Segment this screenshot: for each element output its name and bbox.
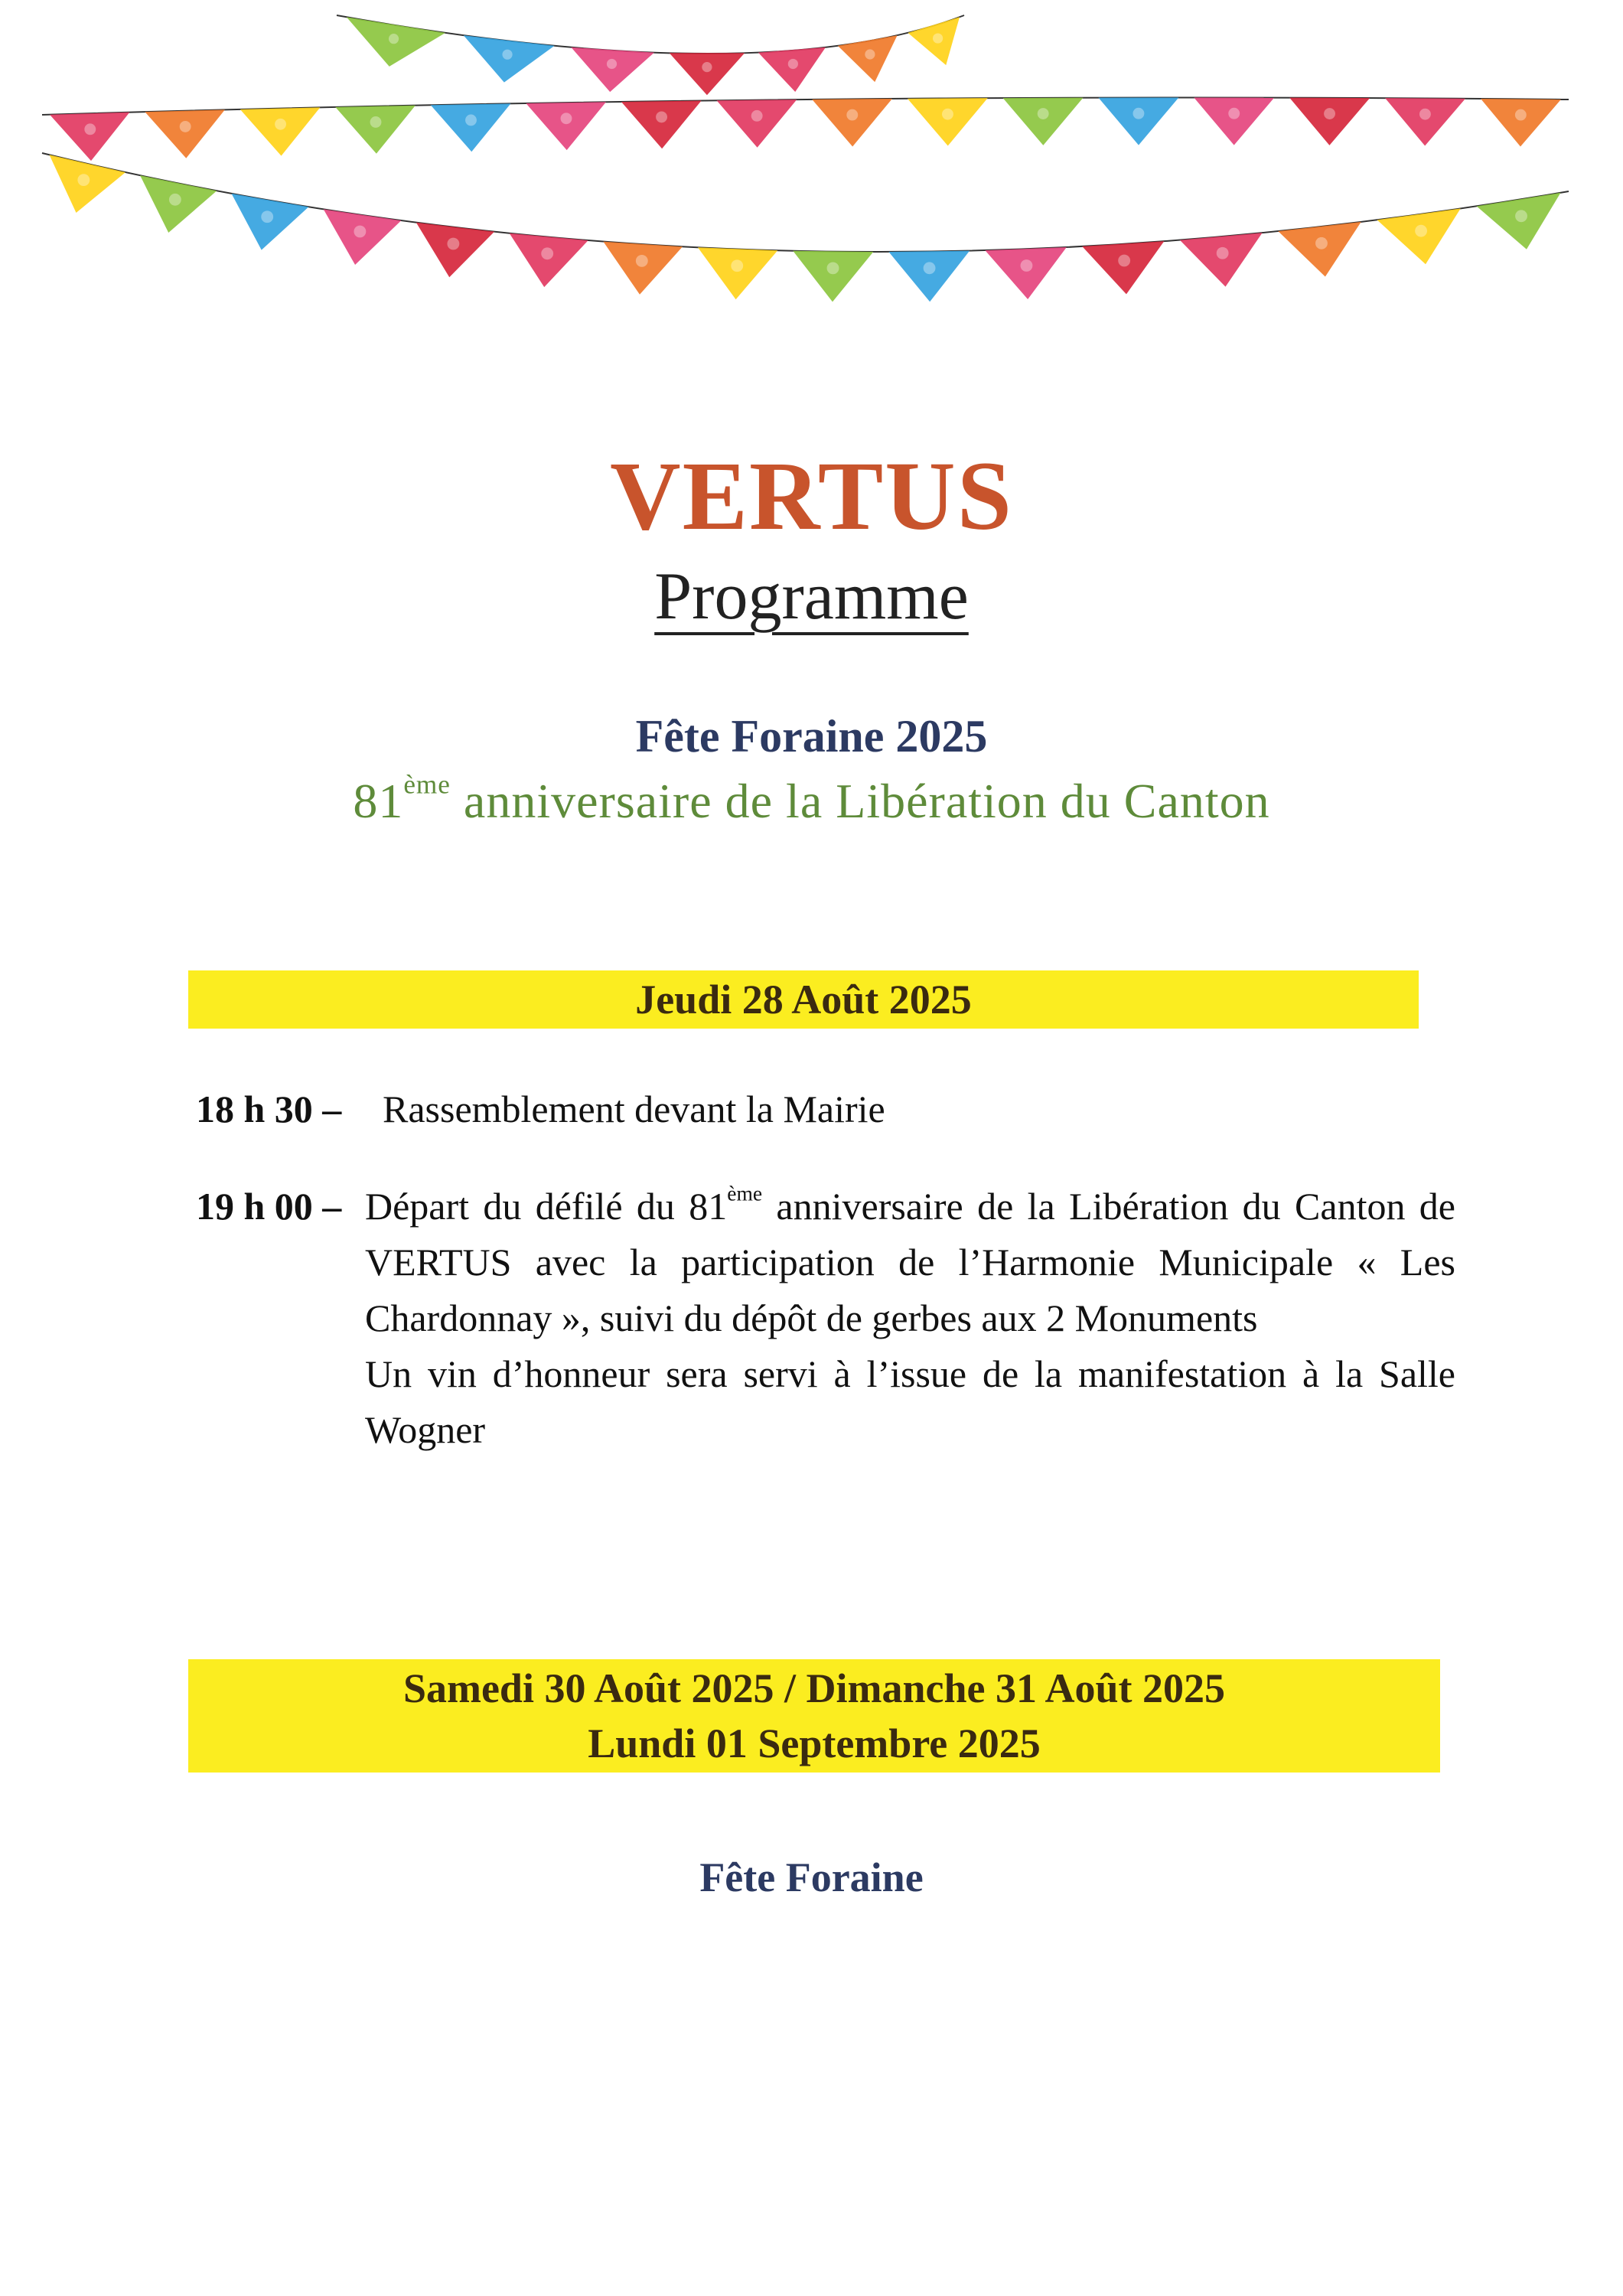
bunting-flag-dot xyxy=(354,226,366,238)
page-title: VERTUS xyxy=(610,442,1013,550)
bunting-flag xyxy=(145,109,225,158)
bunting-flag xyxy=(698,247,777,299)
schedule-time: 18 h 30 – xyxy=(196,1088,342,1130)
bunting-flag-dot xyxy=(607,59,617,69)
bunting-flag-dot xyxy=(865,49,875,59)
bunting-flag-dot xyxy=(1515,109,1527,121)
programme-subtitle-text: Programme xyxy=(654,559,969,634)
bunting-flag xyxy=(335,106,416,154)
bunting-flag-dot xyxy=(502,50,512,60)
day-heading-thursday: Jeudi 28 Août 2025 xyxy=(188,970,1419,1029)
bunting-flag-dot xyxy=(751,110,763,122)
day-heading-weekend xyxy=(188,1659,1440,1773)
bunting-flag xyxy=(1278,222,1361,277)
bunting-flag xyxy=(1003,98,1084,145)
bunting-flag-dot xyxy=(541,247,553,259)
bunting-flag-dot xyxy=(1133,108,1144,119)
bunting-flag-dot xyxy=(180,121,191,132)
bunting-flag-dot xyxy=(656,111,667,122)
bunting-flag xyxy=(571,47,654,92)
bunting-flag xyxy=(621,101,702,149)
bunting-flag-dot xyxy=(1415,225,1427,237)
bunting-flag-dot xyxy=(275,119,286,130)
bunting-flag xyxy=(888,251,970,302)
bunting-flag xyxy=(526,102,606,150)
anniversary-ordinal: ème xyxy=(403,769,451,800)
bunting-flag-dot xyxy=(1228,108,1240,119)
bunting-flag xyxy=(1098,98,1178,145)
bunting-flag-dot xyxy=(370,116,382,128)
activity-label: Fête Foraine xyxy=(699,1854,924,1900)
schedule-text xyxy=(365,1179,1455,1458)
bunting-flag-dot xyxy=(1419,109,1431,120)
bunting-flag-dot xyxy=(77,174,90,186)
anniversary-line xyxy=(0,769,1623,830)
programme-subtitle xyxy=(0,559,1623,635)
bunting-flag xyxy=(240,107,321,155)
bunting-flag xyxy=(50,113,129,161)
bunting-flag xyxy=(793,251,873,302)
bunting-flag-dot xyxy=(636,255,648,267)
schedule-paragraph xyxy=(365,1179,1455,1346)
bunting-flag-dot xyxy=(1515,210,1527,222)
schedule-time: 19 h 00 – xyxy=(196,1185,342,1228)
bunting-flag xyxy=(603,242,683,295)
bunting-flag xyxy=(510,233,588,287)
event-name: Fête Foraine 2025 xyxy=(635,711,988,762)
bunting-flag-dot xyxy=(465,115,477,126)
schedule-paragraph: Un vin d’honneur sera servi à l’issue de la manifestation à la Salle Wogner xyxy=(365,1352,1455,1451)
bunting-flag-dot xyxy=(702,62,712,72)
bunting-flag-dot xyxy=(942,109,953,120)
bunting-flag-dot xyxy=(389,34,399,44)
bunting-flag-dot xyxy=(788,59,798,69)
bunting-flag-dot xyxy=(1021,259,1033,272)
schedule-text-part: anniversaire de la Libération du Canton de VERTUS avec la participation de l’Harmonie Municipale « Les Chardonnay », suivi du dépôt de gerbes aux 2 Monuments xyxy=(365,1185,1455,1339)
bunting-flag-dot xyxy=(1217,247,1229,259)
anniversary-number: 81 xyxy=(353,774,404,828)
bunting-flag xyxy=(1082,241,1164,294)
bunting-flag xyxy=(812,99,892,146)
bunting-flag-dot xyxy=(1118,255,1130,267)
bunting-flag-dot xyxy=(261,210,273,223)
bunting-flag xyxy=(416,223,494,278)
bunting-flag xyxy=(985,247,1066,299)
bunting-flag-dot xyxy=(169,194,181,206)
bunting-flag xyxy=(1289,98,1370,145)
anniversary-text: anniversaire de la Libération du Canton xyxy=(450,774,1270,828)
bunting-flag-dot xyxy=(846,109,858,121)
bunting-flag-dot xyxy=(84,123,96,135)
bunting-flag-dot xyxy=(447,238,459,250)
bunting-decoration xyxy=(0,0,1623,321)
bunting-flag xyxy=(1481,99,1561,146)
bunting-flag xyxy=(431,103,511,152)
bunting-flag-dot xyxy=(561,113,572,124)
bunting-flag xyxy=(1385,98,1465,145)
bunting-flag-dot xyxy=(924,262,936,274)
bunting-flag xyxy=(908,98,988,145)
bunting-flag-dot xyxy=(1038,108,1049,119)
schedule-ordinal: ème xyxy=(727,1181,763,1205)
bunting-flag-dot xyxy=(1315,237,1328,249)
schedule-text-part: Départ du défilé du 81 xyxy=(365,1185,728,1228)
bunting-flag xyxy=(1180,233,1263,286)
bunting-flag-dot xyxy=(933,33,943,43)
bunting-flag xyxy=(758,47,826,92)
bunting-flag xyxy=(717,99,797,148)
bunting-flag xyxy=(1194,98,1274,145)
bunting-flag-dot xyxy=(1324,108,1335,119)
bunting-flag-dot xyxy=(731,259,743,272)
day-heading-line: Lundi 01 Septembre 2025 xyxy=(588,1720,1041,1766)
bunting-flag xyxy=(670,53,745,95)
schedule-text: Rassemblement devant la Mairie xyxy=(383,1088,885,1130)
day-heading-line: Samedi 30 Août 2025 / Dimanche 31 Août 2025 xyxy=(402,1665,1226,1711)
bunting-flag-dot xyxy=(827,262,839,274)
